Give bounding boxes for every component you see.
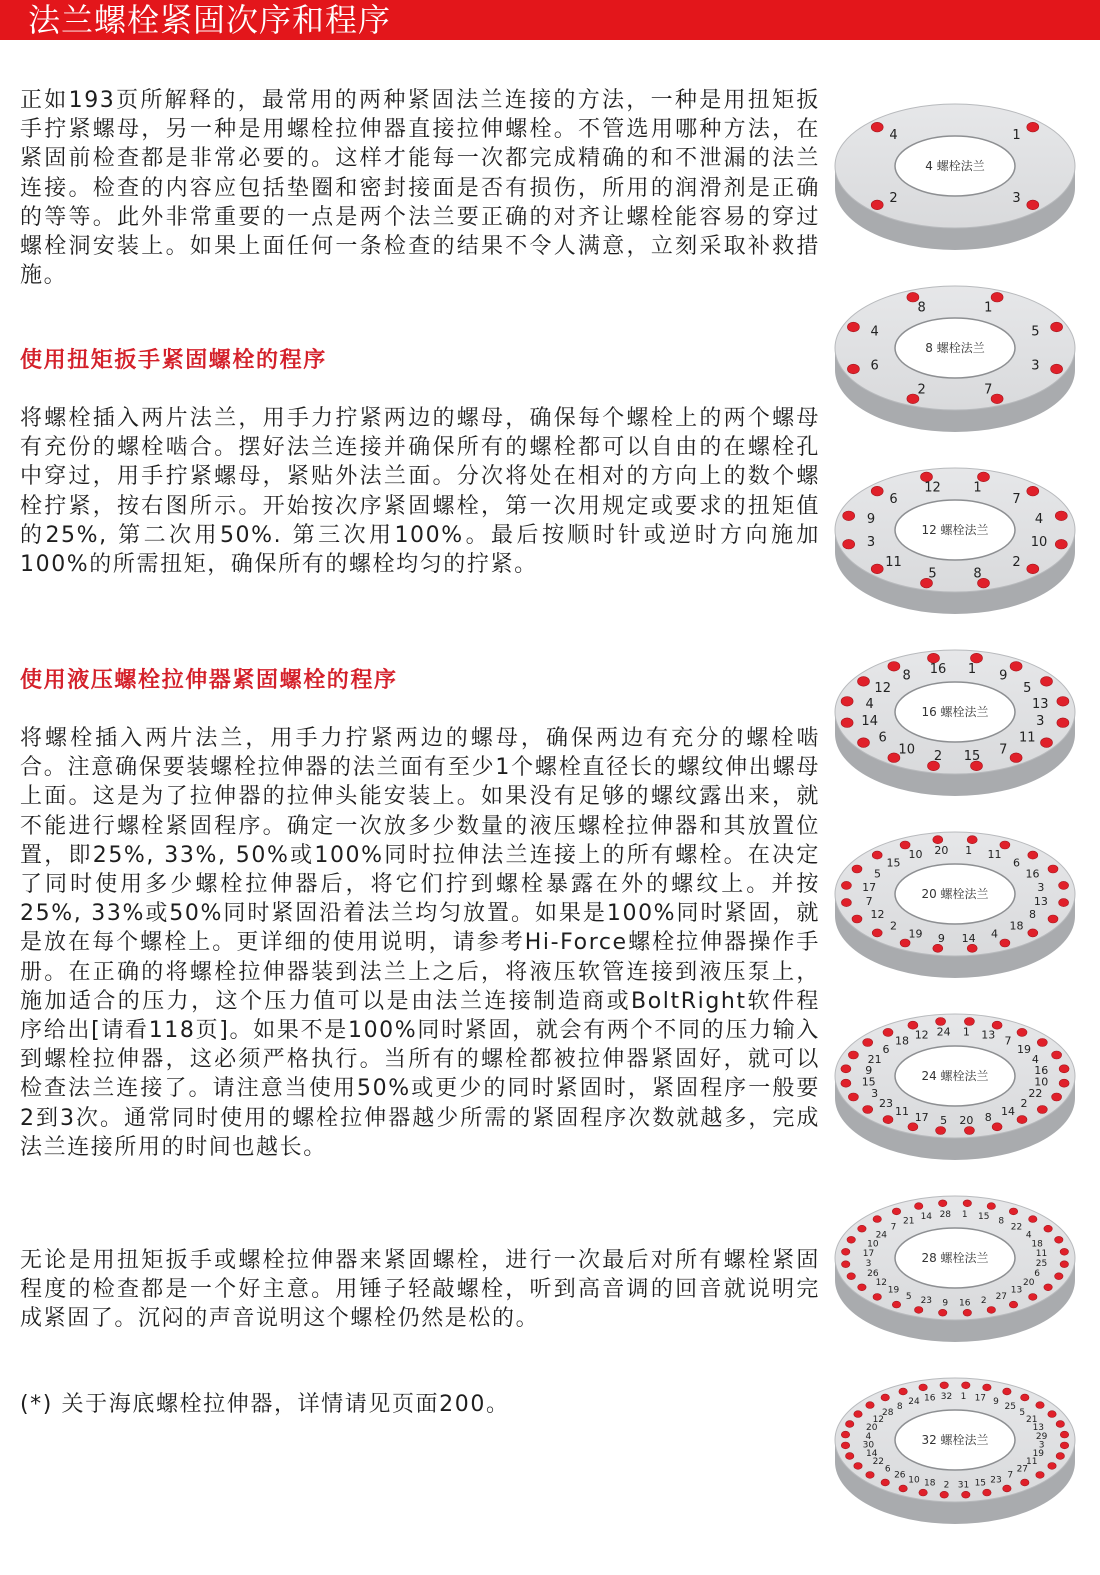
bolt-sequence-label: 4	[991, 927, 998, 941]
flange-28-bolt	[835, 1196, 1075, 1342]
bolt-sequence-label: 17	[974, 1393, 987, 1404]
bolt-hole	[841, 881, 851, 889]
bolt-hole	[983, 1384, 991, 1391]
bolt-sequence-label: 24	[908, 1396, 920, 1407]
bolt-hole	[846, 1421, 854, 1428]
bolt-sequence-label: 11	[895, 1105, 909, 1119]
bolt-sequence-label: 16	[1034, 1064, 1049, 1077]
bolt-hole	[892, 1301, 900, 1308]
bolt-hole	[1041, 677, 1053, 687]
flange-20-bolt	[835, 832, 1075, 978]
bolt-sequence-label: 14	[961, 931, 976, 945]
bolt-hole	[847, 322, 859, 332]
bolt-sequence-label: 24	[936, 1025, 951, 1039]
bolt-sequence-label: 8	[917, 300, 926, 316]
bolt-sequence-label: 3	[1012, 191, 1021, 206]
bolt-sequence-label: 6	[1034, 1268, 1040, 1279]
bolt-sequence-label: 3	[1038, 1440, 1045, 1451]
bolt-hole	[883, 1028, 893, 1036]
bolt-sequence-label: 9	[999, 668, 1008, 684]
flange-caption: 20 螺栓法兰	[921, 887, 989, 901]
torque-heading: 使用扭矩扳手紧固螺栓的程序	[20, 348, 327, 373]
bolt-sequence-label: 24	[875, 1230, 888, 1241]
bolt-hole	[1003, 1485, 1011, 1492]
bolt-hole	[841, 718, 853, 728]
bolt-hole	[843, 511, 855, 521]
bolt-hole	[1021, 1479, 1029, 1486]
bolt-sequence-label: 8	[902, 668, 911, 684]
bolt-sequence-label: 30	[862, 1440, 875, 1451]
bolt-sequence-label: 16	[923, 1393, 936, 1404]
bolt-hole	[847, 364, 859, 374]
bolt-hole	[1017, 1116, 1027, 1124]
bolt-hole	[1059, 1079, 1069, 1087]
bolt-sequence-label: 20	[934, 843, 949, 857]
bolt-sequence-label: 10	[908, 848, 923, 862]
bolt-hole	[963, 1309, 971, 1316]
bolt-hole	[872, 851, 882, 859]
bolt-sequence-label: 8	[984, 1111, 992, 1124]
bolt-sequence-label: 1	[962, 1025, 970, 1039]
bolt-hole	[983, 1489, 991, 1496]
bolt-hole	[1055, 539, 1067, 549]
bolt-sequence-label: 8	[998, 1216, 1005, 1227]
bolt-sequence-label: 13	[981, 1028, 996, 1042]
bolt-sequence-label: 14	[1001, 1105, 1015, 1119]
bolt-hole	[992, 1123, 1002, 1131]
bolt-sequence-label: 9	[865, 1064, 873, 1077]
bolt-hole	[842, 1248, 850, 1255]
bolt-sequence-label: 7	[984, 382, 993, 398]
flange-32-bolt	[835, 1378, 1075, 1524]
bolt-sequence-label: 14	[865, 1449, 878, 1460]
bolt-hole	[848, 1051, 858, 1059]
bolt-sequence-label: 12	[872, 1415, 885, 1426]
bolt-sequence-label: 3	[1037, 880, 1045, 894]
flange-caption: 8 螺栓法兰	[925, 341, 985, 355]
bolt-hole	[1059, 899, 1069, 907]
footnote: (*) 关于海底螺栓拉伸器，详情请见页面200。	[20, 1392, 510, 1417]
bolt-sequence-label: 17	[914, 1111, 929, 1124]
bolt-sequence-label: 5	[1019, 1407, 1026, 1418]
bolt-sequence-label: 4	[1034, 512, 1044, 527]
flange-caption: 32 螺栓法兰	[921, 1433, 989, 1447]
bolt-hole	[881, 1479, 889, 1486]
bolt-hole	[1027, 122, 1039, 132]
bolt-sequence-label: 1	[984, 300, 993, 316]
bolt-hole	[1044, 1225, 1052, 1232]
bolt-sequence-label: 2	[890, 919, 897, 933]
bolt-sequence-label: 12	[875, 1277, 888, 1288]
bolt-hole	[1037, 1106, 1047, 1114]
bolt-hole	[1027, 564, 1039, 574]
bolt-sequence-label: 4	[889, 128, 898, 144]
bolt-hole	[847, 1236, 855, 1243]
bolt-hole	[841, 899, 851, 907]
torque-paragraph: 将螺栓插入两片法兰，用手力拧紧两边的螺母，确保每个螺栓上的两个螺母有充份的螺栓啮合。摆好法兰连接并确保所有的螺栓都可以自由的在螺栓孔中穿过，用手拧紧螺母，紧贴外法兰面。分次将处在相对的方向上的数个螺栓拧紧，按右图所示。开始按次序紧固螺栓，第一次用规定或要求的扭矩值的25%, 第二次用50%. 第三次用100%。最后按顺时针或逆时方向施加100%的所需扭矩，确保所有的螺栓均匀的拧紧。	[20, 406, 820, 578]
bolt-hole	[871, 486, 883, 496]
bolt-sequence-label: 21	[867, 1052, 882, 1066]
bolt-hole	[858, 1284, 866, 1291]
bolt-hole	[858, 677, 870, 687]
bolt-hole	[1029, 1216, 1037, 1223]
bolt-sequence-label: 12	[874, 680, 891, 696]
bolt-sequence-label: 9	[993, 1396, 999, 1407]
bolt-sequence-label: 26	[867, 1268, 879, 1279]
bolt-sequence-label: 3	[1036, 714, 1045, 730]
bolt-hole	[848, 1093, 858, 1101]
bolt-sequence-label: 20	[865, 1423, 878, 1434]
bolt-sequence-label: 9	[942, 1298, 949, 1309]
bolt-sequence-label: 5	[1023, 680, 1032, 696]
bolt-hole	[1048, 915, 1058, 923]
bolt-hole	[899, 1388, 907, 1395]
bolt-sequence-label: 2	[943, 1480, 950, 1491]
bolt-hole	[863, 1039, 873, 1047]
bolt-hole	[866, 1472, 874, 1479]
bolt-sequence-label: 13	[1032, 1423, 1045, 1434]
bolt-hole	[963, 1200, 971, 1207]
bolt-sequence-label: 10	[898, 742, 915, 758]
bolt-sequence-label: 12	[870, 908, 885, 922]
bolt-hole	[871, 122, 883, 132]
bolt-hole	[843, 539, 855, 549]
bolt-sequence-label: 2	[889, 191, 898, 206]
bolt-sequence-label: 22	[1010, 1222, 1023, 1233]
bolt-sequence-label: 23	[990, 1475, 1002, 1486]
bolt-hole	[881, 1394, 889, 1401]
bolt-sequence-label: 1	[961, 1209, 968, 1220]
bolt-sequence-label: 27	[1016, 1464, 1029, 1475]
bolt-sequence-label: 23	[879, 1096, 893, 1110]
bolt-sequence-label: 19	[908, 927, 923, 941]
bolt-hole	[1055, 511, 1067, 521]
bolt-sequence-label: 6	[870, 358, 879, 374]
bolt-hole	[866, 1402, 874, 1409]
bolt-hole	[888, 662, 900, 672]
bolt-hole	[967, 836, 977, 844]
bolt-sequence-label: 19	[887, 1285, 900, 1296]
bolt-hole	[846, 1453, 854, 1460]
bolt-sequence-label: 2	[1020, 1096, 1028, 1110]
bolt-sequence-label: 5	[905, 1291, 912, 1302]
bolt-sequence-label: 5	[928, 566, 937, 582]
bolt-sequence-label: 19	[1032, 1449, 1045, 1460]
bolt-sequence-label: 28	[881, 1407, 894, 1418]
bolt-sequence-label: 15	[974, 1478, 987, 1489]
bolt-sequence-label: 3	[866, 535, 876, 551]
bolt-sequence-label: 9	[866, 512, 876, 527]
bolt-sequence-label: 32	[940, 1391, 953, 1402]
bolt-sequence-label: 4	[1025, 1230, 1032, 1241]
bolt-hole	[842, 1261, 850, 1268]
bolt-hole	[1036, 1472, 1044, 1479]
bolt-hole	[987, 1203, 995, 1210]
flange-caption: 24 螺栓法兰	[921, 1069, 989, 1083]
bolt-sequence-label: 11	[1025, 1457, 1038, 1468]
bolt-sequence-label: 11	[1019, 730, 1036, 746]
bolt-hole	[1036, 1402, 1044, 1409]
bolt-hole	[967, 944, 977, 952]
bolt-hole	[1003, 1388, 1011, 1395]
bolt-sequence-label: 15	[963, 749, 981, 765]
bolt-sequence-label: 27	[995, 1291, 1008, 1302]
bolt-sequence-label: 11	[987, 848, 1002, 862]
bolt-sequence-label: 11	[1035, 1249, 1048, 1260]
bolt-sequence-label: 3	[871, 1086, 879, 1100]
bolt-hole	[1017, 1028, 1027, 1036]
flange-caption: 12 螺栓法兰	[921, 523, 989, 537]
bolt-sequence-label: 28	[939, 1209, 952, 1220]
tensioner-heading: 使用液压螺栓拉伸器紧固螺栓的程序	[20, 668, 398, 693]
flange-24-bolt	[835, 1014, 1075, 1160]
bolt-sequence-label: 21	[902, 1216, 915, 1227]
bolt-sequence-label: 3	[865, 1259, 872, 1270]
bolt-sequence-label: 10	[908, 1475, 920, 1486]
bolt-hole	[1056, 1421, 1064, 1428]
bolt-sequence-label: 20	[959, 1114, 974, 1127]
bolt-hole	[940, 1382, 948, 1389]
bolt-sequence-label: 12	[914, 1028, 929, 1042]
bolt-hole	[1009, 1208, 1017, 1215]
bolt-sequence-label: 15	[886, 856, 901, 870]
flange-caption: 4 螺栓法兰	[925, 159, 985, 173]
bolt-hole	[933, 836, 943, 844]
flange-16-bolt	[835, 650, 1075, 796]
bolt-hole	[1000, 939, 1010, 947]
bolt-hole	[1052, 1051, 1062, 1059]
bolt-hole	[871, 200, 883, 210]
bolt-sequence-label: 18	[923, 1478, 936, 1489]
bolt-hole	[872, 929, 882, 937]
bolt-sequence-label: 7	[890, 1222, 897, 1233]
bolt-sequence-label: 4	[865, 1431, 872, 1442]
bolt-hole	[1044, 1284, 1052, 1291]
bolt-hole	[883, 1116, 893, 1124]
bolt-hole	[964, 1018, 974, 1026]
title-bar	[0, 0, 1100, 40]
bolt-hole	[1029, 1294, 1037, 1301]
bolt-sequence-label: 8	[1029, 908, 1036, 922]
bolt-sequence-label: 16	[958, 1298, 971, 1309]
bolt-hole	[1028, 851, 1038, 859]
bolt-sequence-label: 25	[1035, 1259, 1048, 1270]
bolt-sequence-label: 2	[917, 382, 926, 398]
bolt-sequence-label: 5	[1031, 324, 1040, 340]
bolt-sequence-label: 17	[862, 1249, 875, 1260]
bolt-sequence-label: 10	[867, 1239, 879, 1250]
bolt-hole	[962, 1491, 970, 1498]
bolt-hole	[841, 1431, 849, 1438]
bolt-sequence-label: 14	[861, 714, 878, 730]
bolt-hole	[1048, 1463, 1056, 1470]
bolt-sequence-label: 2	[980, 1296, 987, 1307]
bolt-hole	[841, 1065, 851, 1073]
bolt-hole	[919, 1489, 927, 1496]
bolt-hole	[1021, 1394, 1029, 1401]
bolt-sequence-label: 25	[1004, 1401, 1016, 1412]
bolt-hole	[991, 394, 1003, 404]
bolt-sequence-label: 15	[977, 1212, 990, 1223]
bolt-hole	[863, 1106, 873, 1114]
bolt-sequence-label: 5	[874, 867, 881, 881]
bolt-hole	[841, 1442, 849, 1449]
bolt-hole	[1055, 1273, 1063, 1280]
bolt-sequence-label: 4	[870, 324, 879, 340]
bolt-hole	[1009, 1301, 1017, 1308]
bolt-sequence-label: 15	[861, 1075, 876, 1089]
bolt-hole	[1052, 1093, 1062, 1101]
bolt-sequence-label: 5	[940, 1114, 948, 1127]
bolt-sequence-label: 26	[894, 1470, 906, 1481]
intro-paragraph: 正如193页所解释的，最常用的两种紧固法兰连接的方法，一种是用扭矩扳手拧紧螺母，另一种是用螺栓拉伸器直接拉伸螺栓。不管选用哪种方法，在紧固前检查都是非常必要的。这样才能每一次都完成精确的和不泄漏的法兰连接。检查的内容应包括垫圈和密封接面是否有损伤，所用的润滑剂是正确的等等。此外非常重要的一点是两个法兰要正确的对齐让螺栓能容易的穿过螺栓洞安装上。如果上面任何一条检查的结果不令人满意，立刻采取补救措施。	[20, 88, 820, 289]
bolt-sequence-label: 1	[965, 843, 973, 857]
bolt-hole	[1060, 1261, 1068, 1268]
bolt-sequence-label: 22	[1028, 1086, 1043, 1100]
bolt-hole	[1055, 1236, 1063, 1243]
bolt-sequence-label: 29	[1035, 1431, 1048, 1442]
bolt-hole	[854, 1411, 862, 1418]
bolt-sequence-label: 18	[1031, 1239, 1043, 1250]
bolt-sequence-label: 10	[1034, 1075, 1049, 1089]
bolt-hole	[1027, 200, 1039, 210]
bolt-hole	[1060, 1442, 1068, 1449]
bolt-hole	[847, 1273, 855, 1280]
bolt-sequence-label: 2	[933, 749, 943, 765]
bolt-hole	[908, 1123, 918, 1131]
bolt-hole	[892, 1208, 900, 1215]
bolt-sequence-label: 13	[1033, 894, 1048, 908]
bolt-hole	[940, 1491, 948, 1498]
bolt-hole	[1051, 322, 1063, 332]
bolt-sequence-label: 4	[865, 696, 874, 712]
bolt-hole	[991, 292, 1003, 302]
bolt-sequence-label: 6	[878, 730, 887, 746]
bolt-sequence-label: 7	[1007, 1470, 1014, 1481]
bolt-sequence-label: 19	[1017, 1042, 1031, 1056]
bolt-hole	[1027, 486, 1039, 496]
bolt-hole	[852, 865, 862, 873]
bolt-sequence-label: 17	[862, 880, 877, 894]
bolt-sequence-label: 6	[1013, 856, 1020, 870]
bolt-hole	[1037, 1039, 1047, 1047]
bolt-hole	[1028, 929, 1038, 937]
bolt-sequence-label: 13	[1010, 1285, 1023, 1296]
bolt-sequence-label: 13	[1032, 696, 1049, 712]
flange-caption: 16 螺栓法兰	[921, 705, 989, 719]
bolt-sequence-label: 8	[973, 566, 982, 582]
bolt-sequence-label: 22	[872, 1457, 885, 1468]
bolt-sequence-label: 11	[885, 555, 902, 570]
bolt-hole	[858, 738, 870, 748]
bolt-hole	[1060, 1431, 1068, 1438]
bolt-sequence-label: 31	[957, 1480, 970, 1491]
bolt-hole	[919, 1384, 927, 1391]
bolt-hole	[933, 944, 943, 952]
bolt-hole	[1056, 1453, 1064, 1460]
bolt-hole	[939, 1309, 947, 1316]
bolt-sequence-label: 8	[896, 1401, 903, 1412]
bolt-hole	[1051, 364, 1063, 374]
bolt-sequence-label: 21	[1025, 1415, 1038, 1426]
bolt-hole	[1048, 865, 1058, 873]
page-title: 法兰螺栓紧固次序和程序	[28, 1, 392, 39]
bolt-hole	[871, 564, 883, 574]
flange-12-bolt	[835, 468, 1075, 614]
bolt-hole	[858, 1225, 866, 1232]
bolt-hole	[1048, 1411, 1056, 1418]
bolt-sequence-label: 20	[1022, 1277, 1035, 1288]
bolt-hole	[936, 1127, 946, 1135]
bolt-hole	[899, 1485, 907, 1492]
bolt-sequence-label: 18	[1009, 919, 1024, 933]
bolt-sequence-label: 6	[882, 1042, 890, 1056]
bolt-sequence-label: 9	[937, 931, 945, 945]
bolt-hole	[852, 915, 862, 923]
bolt-sequence-label: 12	[924, 480, 941, 496]
bolt-sequence-label: 1	[960, 1391, 967, 1402]
bolt-hole	[939, 1200, 947, 1207]
flange-diagrams	[830, 90, 1080, 1555]
bolt-hole	[1059, 881, 1069, 889]
bolt-hole	[1041, 738, 1053, 748]
bolt-sequence-label: 1	[973, 480, 982, 496]
bolt-sequence-label: 1	[967, 661, 977, 677]
bolt-sequence-label: 14	[920, 1212, 933, 1223]
bolt-sequence-label: 2	[1012, 555, 1021, 570]
bolt-sequence-label: 7	[1004, 1034, 1012, 1048]
bolt-hole	[873, 1216, 881, 1223]
bolt-sequence-label: 3	[1031, 358, 1040, 374]
bolt-hole	[987, 1307, 995, 1314]
flange-4-bolt	[835, 104, 1075, 250]
bolt-sequence-label: 7	[865, 894, 873, 908]
final-check-paragraph: 无论是用扭矩扳手或螺栓拉伸器来紧固螺栓，进行一次最后对所有螺栓紧固程度的检查都是一个好主意。用锤子轻敲螺栓，听到高音调的回音就说明完成紧固了。沉闷的声音说明这个螺栓仍然是松的。	[20, 1248, 820, 1332]
bolt-sequence-label: 4	[1031, 1052, 1039, 1066]
bolt-sequence-label: 6	[889, 492, 898, 508]
bolt-sequence-label: 6	[884, 1464, 891, 1475]
bolt-hole	[964, 1127, 974, 1135]
bolt-hole	[854, 1463, 862, 1470]
bolt-hole	[936, 1018, 946, 1026]
bolt-hole	[1010, 662, 1022, 672]
bolt-hole	[1060, 1248, 1068, 1255]
bolt-hole	[962, 1382, 970, 1389]
bolt-sequence-label: 1	[1012, 128, 1021, 144]
bolt-hole	[1010, 753, 1022, 763]
bolt-hole	[841, 1079, 851, 1087]
bolt-hole	[873, 1294, 881, 1301]
tensioner-paragraph: 将螺栓插入两片法兰，用手力拧紧两边的螺母，确保两边有充分的螺栓啮合。注意确保要装螺栓拉伸器的法兰面有至少1个螺栓直径长的螺纹伸出螺母上面。这是为了拉伸器的拉伸头能安装上。如果没有足够的螺纹露出来，就不能进行螺栓紧固程序。确定一次放多少数量的液压螺栓拉伸器和其放置位置，即25%, 33%, 50%或100%同时拉伸法兰连接上的所有螺栓。在决定了同时使用多少螺栓拉伸器后，将它们拧到螺栓暴露在外的螺纹上。并按25%, 33%或50%同时紧固沿着法兰均匀放置。如果是100%同时紧固，就是放在每个螺栓上。更详细的使用说明，请参考Hi-Force螺栓拉伸器操作手册。在正确的将螺栓拉伸器装到法兰上之后，将液压软管连接到液压泵上，施加适合的压力，这个压力值可以是由法兰连接制造商或BoltRight软件程序给出[请看118页]。如果不是100%同时紧固，就会有两个不同的压力输入到螺栓拉伸器，这必须严格执行。当所有的螺栓都被拉伸器紧固好，就可以检查法兰连接了。请注意当使用50%或更少的同时紧固时，紧固程序一般要2到3次。通常同时使用的螺栓拉伸器越少所需的紧固程序次数就越多，完成法兰连接所用的时间也越长。	[20, 726, 820, 1160]
bolt-hole	[841, 697, 853, 707]
bolt-hole	[915, 1203, 923, 1210]
bolt-sequence-label: 7	[999, 742, 1008, 758]
bolt-sequence-label: 10	[1030, 535, 1048, 551]
bolt-hole	[1057, 697, 1069, 707]
bolt-sequence-label: 16	[929, 661, 947, 677]
bolt-sequence-label: 16	[1025, 867, 1040, 881]
flange-caption: 28 螺栓法兰	[921, 1251, 989, 1265]
bolt-hole	[1059, 1065, 1069, 1073]
bolt-hole	[1057, 718, 1069, 728]
bolt-hole	[915, 1307, 923, 1314]
bolt-sequence-label: 23	[920, 1296, 933, 1307]
bolt-sequence-label: 7	[1012, 492, 1021, 508]
flange-8-bolt	[835, 286, 1075, 432]
bolt-sequence-label: 18	[895, 1034, 909, 1048]
